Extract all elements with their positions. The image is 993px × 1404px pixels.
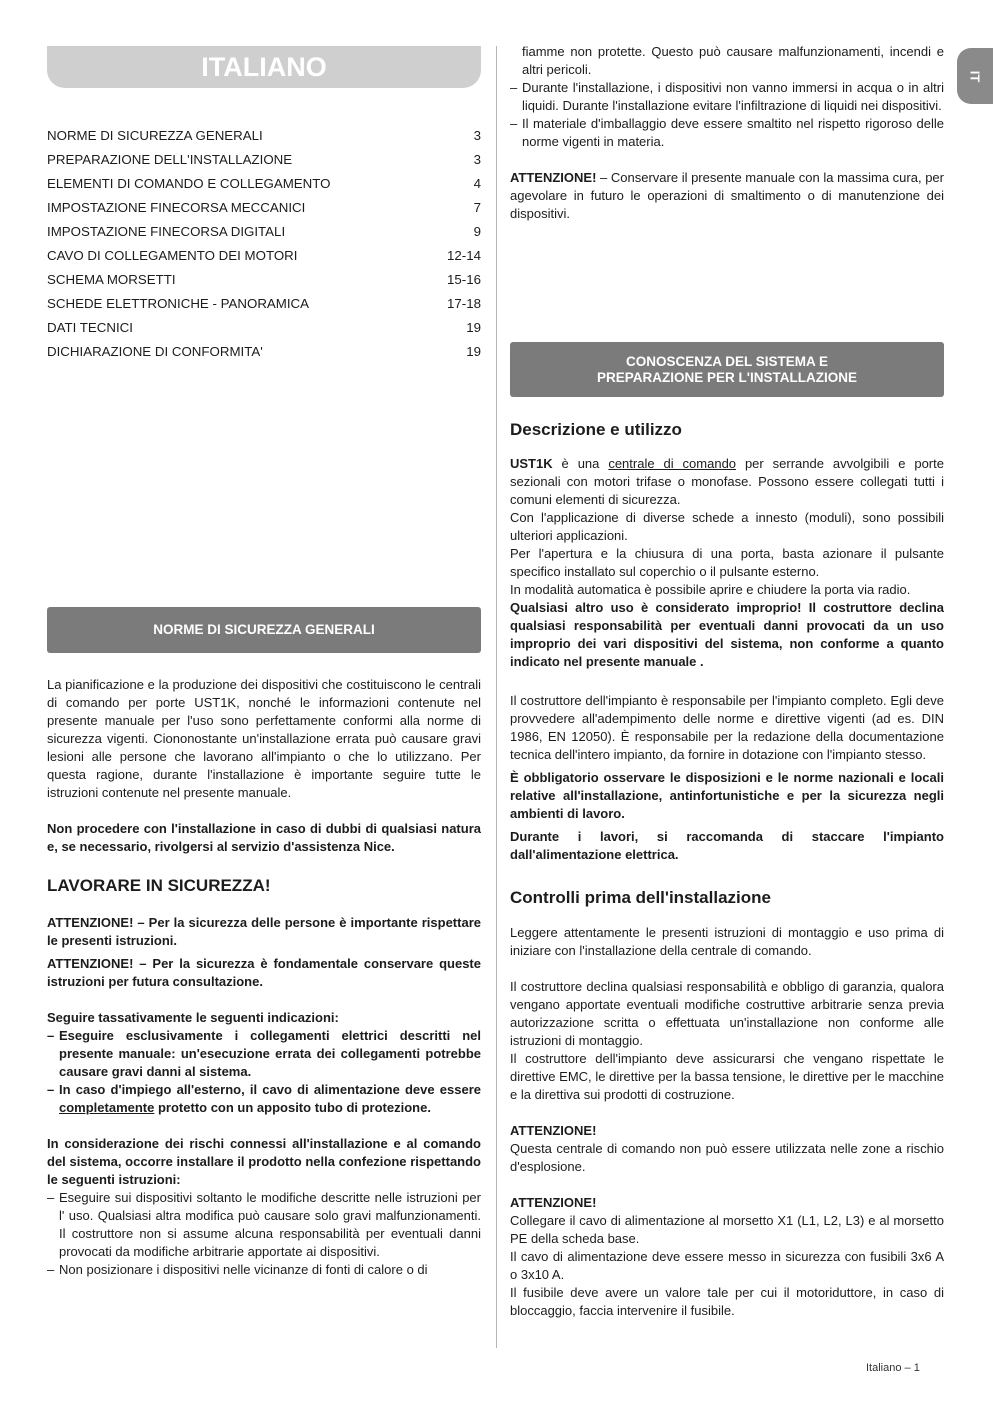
description-paragraph — [510, 455, 944, 509]
list-item: – Durante l'installazione, i dispositivi non vanno immersi in acqua o in altri liquidi. Durante l'installazione evitare l'infiltrazione di liquidi nei dispositivi. — [510, 80, 944, 113]
description-text: per serrande avvolgibili e porte sezionali con motori trifase o monofase. Possono essere collegati tutti i comuni elementi di sicurezza. — [510, 456, 944, 507]
list-item-text: fiamme non protette. Questo può causare malfunzionamenti, incendi e altri pericoli. — [522, 44, 944, 77]
language-tab — [957, 48, 993, 104]
section-header-line: PREPARAZIONE PER L'INSTALLAZIONE — [597, 369, 857, 385]
read-paragraph: Leggere attentamente le presenti istruzioni di montaggio e uso prima di iniziare con l'installazione della centrale di comando. — [510, 925, 944, 958]
description-text: è una — [552, 456, 609, 471]
toc-label: NORME DI SICUREZZA GENERALI — [47, 128, 263, 143]
toc-entry[interactable] — [47, 172, 481, 196]
disconnect-paragraph: Durante i lavori, si raccomanda di staccare l'impianto dall'alimentazione elettrica. — [510, 829, 944, 862]
mandatory-paragraph: È obbligatorio osservare le disposizioni e le norme nazionali e locali relative all'installazione, antinfortunistiche e per la sicurezza negli ambienti di lavoro. — [510, 770, 944, 821]
list-item-text: In caso d'impiego all'esterno, il cavo di alimentazione deve essere — [59, 1082, 481, 1097]
toc-entry[interactable] — [47, 244, 481, 268]
toc-label: CAVO DI COLLEGAMENTO DEI MOTORI — [47, 248, 298, 263]
list-item-text: Non posizionare i dispositivi nelle vicinanze di fonti di calore o di — [59, 1262, 428, 1277]
toc-page: 17-18 — [446, 296, 481, 311]
attention-heading: ATTENZIONE! — [510, 1123, 597, 1138]
toc-page: 3 — [473, 152, 481, 167]
liability-paragraph: Il costruttore declina qualsiasi responsabilità e obbligo di garanzia, qualora vengano apportate eventuali modifiche costruttive arbitrarie senza previa autorizzazione scritta o effettuata un'installazione non conforme alle istruzioni di montaggio. — [510, 979, 944, 1048]
description-underlined: centrale di comando — [608, 456, 737, 471]
warning-paragraph: ATTENZIONE! – Per la sicurezza delle persone è importante rispettare le presenti istruzioni. — [47, 915, 481, 948]
toc-label: IMPOSTAZIONE FINECORSA DIGITALI — [47, 224, 286, 239]
toc-page: 15-16 — [446, 272, 481, 287]
toc-entry[interactable] — [47, 268, 481, 292]
toc-entry[interactable] — [47, 196, 481, 220]
toc-entry[interactable] — [47, 124, 481, 148]
keep-manual-text: – Conservare il presente manuale con la massima cura, per agevolare in futuro le operazioni di smaltimento o di manutenzione dei dispositivi. — [510, 170, 944, 221]
doubts-paragraph: Non procedere con l'installazione in caso di dubbi di qualsiasi natura e, se necessario, rivolgersi al servizio d'assistenza Nice. — [47, 821, 481, 854]
risks-paragraph: In considerazione dei rischi connessi all'installazione e al comando del sistema, occorre installare il prodotto nella confezione rispettando le seguenti istruzioni: — [47, 1136, 481, 1187]
improper-use-paragraph: Qualsiasi altro uso è considerato improprio! Il costruttore declina qualsiasi responsabilità per eventuali danni provocati da un uso improprio dei vari dispositivi del sistema, non conforme a quanto indicato nel presente manuale . — [510, 600, 944, 669]
power-cable-paragraph: Collegare il cavo di alimentazione al morsetto X1 (L1, L2, L3) e al morsetto PE della scheda base. — [510, 1213, 944, 1246]
attention-heading: ATTENZIONE! — [510, 1195, 597, 1210]
emc-paragraph: Il costruttore dell'impianto deve assicurarsi che vengano rispettate le direttive EMC, le direttive per la bassa tensione, le direttive per le macchine e la direttiva sui prodotti di costruzione. — [510, 1051, 944, 1102]
toc-entry[interactable] — [47, 316, 481, 340]
list-item-text: Eseguire sui dispositivi soltanto le modifiche descritte nelle istruzioni per l' uso. Qualsiasi altra modifica può causare solo gravi malfunzionamenti. Il costruttore non si assume alcuna responsabilità per eventuali danni provocati da modifiche arbitrarie apportate ai dispositivi. — [59, 1190, 481, 1259]
description-heading: Descrizione e utilizzo — [510, 420, 682, 439]
language-tab-label: IT — [967, 70, 983, 82]
right-column-top — [510, 43, 944, 223]
list-item-continued — [510, 43, 944, 79]
fuse-paragraph: Il fusibile deve avere un valore tale per cui il motoriduttore, in caso di bloccaggio, faccia intervenire il fusibile. — [510, 1285, 944, 1318]
manufacturer-paragraph: Il costruttore dell'impianto è responsabile per l'impianto completo. Egli deve provvedere all'adempimento delle norme e direttive vigenti (ad es. DIN 1986, EN 12050). È responsabile per la redazione della documentazione tecnica dell'intero impianto, da fornire in dotazione con l'impianto stesso. — [510, 693, 944, 762]
product-name: UST1K — [510, 456, 553, 471]
keep-manual-paragraph — [510, 169, 944, 223]
language-banner: ITALIANO — [47, 46, 481, 88]
left-column — [47, 607, 481, 1279]
right-column-main — [510, 342, 944, 1320]
description-paragraph: Per l'apertura e la chiusura di una porta, basta azionare il pulsante specifico installato sul coperchio o il pulsante esterno. — [510, 546, 944, 579]
section-header-system — [510, 342, 944, 397]
table-of-contents — [47, 124, 481, 364]
toc-label: DATI TECNICI — [47, 320, 133, 335]
explosion-paragraph: Questa centrale di comando non può essere utilizzata nelle zone a rischio d'esplosione. — [510, 1141, 944, 1174]
column-divider — [496, 46, 497, 1348]
warning-paragraph: ATTENZIONE! – Per la sicurezza è fondamentale conservare queste istruzioni per futura consultazione. — [47, 956, 481, 989]
follow-instructions: Seguire tassativamente le seguenti indicazioni: — [47, 1010, 339, 1025]
list-item: – Non posizionare i dispositivi nelle vicinanze di fonti di calore o di — [47, 1261, 481, 1279]
list-item-text: protetto con un apposito tubo di protezione. — [154, 1100, 431, 1115]
toc-page: 4 — [473, 176, 481, 191]
list-item: – Il materiale d'imballaggio deve essere smaltito nel rispetto rigoroso delle norme vigenti in materia. — [510, 116, 944, 149]
toc-label: SCHEMA MORSETTI — [47, 272, 176, 287]
toc-entry[interactable] — [47, 340, 481, 364]
list-item-text: Il materiale d'imballaggio deve essere smaltito nel rispetto rigoroso delle norme vigenti in materia. — [522, 116, 944, 149]
toc-entry[interactable] — [47, 292, 481, 316]
toc-page: 19 — [466, 344, 481, 359]
list-item: – In caso d'impiego all'esterno, il cavo di alimentazione deve essere completamente protetto con un apposito tubo di protezione. — [47, 1082, 481, 1115]
list-item: – Eseguire sui dispositivi soltanto le modifiche descritte nelle istruzioni per l' uso. Qualsiasi altra modifica può causare solo gravi malfunzionamenti. Il costruttore non si assume alcuna responsabilità per eventuali danni provocati da modifiche arbitrarie apportate ai dispositivi. — [47, 1190, 481, 1259]
toc-label: IMPOSTAZIONE FINECORSA MECCANICI — [47, 200, 306, 215]
toc-page: 19 — [466, 320, 481, 335]
toc-label: PREPARAZIONE DELL'INSTALLAZIONE — [47, 152, 293, 167]
section-header-line: CONOSCENZA DEL SISTEMA E — [625, 353, 829, 369]
checks-heading: Controlli prima dell'installazione — [510, 888, 771, 907]
toc-page: 12-14 — [446, 248, 481, 263]
section-header-safety: NORME DI SICUREZZA GENERALI — [47, 607, 481, 653]
toc-page: 3 — [473, 128, 481, 143]
work-safe-heading: LAVORARE IN SICUREZZA! — [47, 876, 271, 895]
attention-label: ATTENZIONE! — [510, 170, 597, 185]
toc-entry[interactable] — [47, 220, 481, 244]
fuse-paragraph: Il cavo di alimentazione deve essere messo in sicurezza con fusibili 3x6 A o 3x10 A. — [510, 1249, 944, 1282]
description-paragraph: In modalità automatica è possibile aprire e chiudere la porta via radio. — [510, 582, 911, 597]
list-item-text: Durante l'installazione, i dispositivi non vanno immersi in acqua o in altri liquidi. Durante l'installazione evitare l'infiltrazione di liquidi nei dispositivi. — [522, 80, 944, 113]
toc-entry[interactable] — [47, 148, 481, 172]
list-item-text: Eseguire esclusivamente i collegamenti elettrici descritti nel presente manuale: un'esecuzione errata dei collegamenti potrebbe causare gravi danni al sistema. — [59, 1028, 481, 1079]
toc-label: SCHEDE ELETTRONICHE - PANORAMICA — [47, 296, 310, 311]
description-paragraph: Con l'applicazione di diverse schede a innesto (moduli), sono possibili ulteriori applicazioni. — [510, 510, 944, 543]
toc-label: DICHIARAZIONE DI CONFORMITA' — [47, 344, 263, 359]
list-item: – Eseguire esclusivamente i collegamenti elettrici descritti nel presente manuale: un'esecuzione errata dei collegamenti potrebbe causare gravi danni al sistema. — [47, 1028, 481, 1079]
list-item-underlined: completamente — [59, 1100, 155, 1115]
page-footer: Italiano – 1 — [866, 1362, 920, 1374]
toc-page: 7 — [473, 200, 481, 215]
toc-label: ELEMENTI DI COMANDO E COLLEGAMENTO — [47, 176, 331, 191]
safety-intro-paragraph: La pianificazione e la produzione dei dispositivi che costituiscono le centrali di comando per porte UST1K, nonché le informazioni contenute nel presente manuale per l'uso sono perfettamente conformi alla norme di sicurezza vigenti. Ciononostante un'installazione errata può causare gravi lesioni alle persone che lavorano all'impianto o che lo utilizzano. Per questa ragione, durante l'installazione è importante seguire tutte le istruzioni contenute nel presente manuale. — [47, 677, 481, 800]
toc-page: 9 — [473, 224, 481, 239]
